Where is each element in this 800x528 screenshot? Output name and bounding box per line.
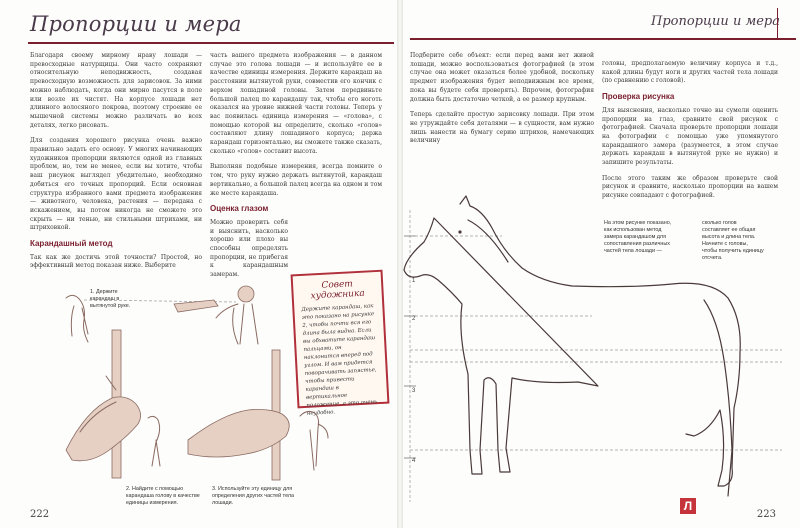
paragraph: Подберите себе объект: если перед вами нет живой лошади, можно воспользоваться фотографией (в этом случае она может оказаться более удобной, поскольку предмет изображения будет неподвижным все время, пока вы будете себя проверять). Впрочем, фотография должна быть достаточно четкой, а ее размер крупным.: [410, 52, 594, 103]
person-body: [216, 304, 258, 344]
publisher-logo: Л: [680, 498, 696, 514]
subhead-check-drawing: Проверка рисунка: [602, 92, 675, 102]
left-column-1: [30, 52, 202, 278]
running-title: Пропорции и мера: [650, 14, 780, 29]
horse-outline: [404, 196, 740, 486]
title-rule: [410, 38, 796, 40]
paragraph: Для выяснения, насколько точно вы сумели оценить пропорции на глаз, сравните свой рисунок с фотографией. Сначала проверьте пропорции лошади на фотографии с помощью уже упомянутого карандашного замера (разумеется, в этом случае держать карандаш в вытянутой руке не нужно) и запишите результаты.: [602, 106, 778, 167]
right-page: [402, 0, 800, 528]
right-column-2: [602, 60, 778, 208]
page-number: 223: [756, 509, 776, 520]
left-column-2: [210, 52, 382, 287]
subhead-pencil-method: Карандашный метод: [30, 239, 113, 249]
page-title: Пропорции и мера: [30, 12, 242, 36]
paragraph: часть вашего предмета изображения — в данном случае это голова лошади — и используйте ее в качестве единицы измерения. Держите карандаш на расстоянии вытянутой руки, совместив его кончик с верхом лошадиной головы. Затем передвиньте большой палец по карандашу так, чтобы его ноготь оказался на уровне нижней части головы. Теперь у вас появилась единица измерения — «голова», с помощью которой вы определите, сколько «голов» составляют длину лошадиного корпуса; держа карандаш горизонтально, вы сможете также сказать, сколько «голов» составит высота.: [210, 52, 382, 155]
subhead-eye-estimate: Оценка глазом: [210, 204, 269, 214]
hand: [66, 397, 141, 461]
left-page: [0, 0, 398, 528]
page-number: 222: [30, 509, 50, 520]
caption-horse-right: сколько голов составляет ее общая высота и длина тела. Начните с головы, чтобы получить единицу отсчета.: [702, 220, 764, 261]
horse-eye: [458, 230, 461, 233]
horse-sketch-tiny: [148, 416, 160, 466]
right-column-1: [410, 52, 594, 153]
paragraph: После этого таким же образом проверьте свой рисунок и сравните, насколько пропорции на вашем рисунке совпадают с фотографией.: [602, 174, 778, 200]
horse-mane: [468, 220, 508, 262]
paragraph: Теперь сделайте простую зарисовку лошади. При этом не утруждайте себя деталями — в сущности, вам нужно лишь нанести на бумагу серию штрихов, намечающих величину: [410, 111, 594, 145]
tip-title: Совет художника: [310, 279, 365, 302]
illustration-measure-horse: [188, 350, 338, 480]
row-number: 2: [412, 316, 416, 322]
illustration-hand-pencil: [56, 330, 176, 480]
paragraph: Можно проверить себя и выяснить, насколько хорошо или плохо вы способны определять пропорции, не прибегая к карандашным замерам.: [210, 218, 288, 279]
horse-proportion-diagram: [402, 190, 792, 510]
row-number: 4: [412, 458, 416, 464]
pencil-arm: [174, 300, 218, 312]
horse-tail: [704, 300, 732, 496]
tip-text: Держите карандаш, как это показано на рисунке 2, чтобы почти вся его длина была видна. Если вы обхватите карандаш пальцами, он наклонится вперед под углом. И вам придется поворачивать запястье, чтобы привести карандаш в вертикальное положение, а это очень неудобно.: [301, 303, 378, 417]
paragraph: головы, предполагаемую величину корпуса и т.д., какой длины будут ноги и других частей тела лошади (по сравнению с головой).: [602, 60, 778, 85]
corner-mark: [777, 8, 792, 38]
person-head: [238, 286, 254, 302]
caption-3: 3. Используйте эту единицу для определения других частей тела лошади.: [212, 486, 295, 506]
paragraph: Выполняя подобные измерения, всегда помните о том, что руку нужно держать вытянутой, карандаш вертикально, а большой палец всегда на одном и том же месте карандаша.: [210, 163, 382, 197]
row-number: 1: [412, 278, 416, 284]
paragraph: Для создания хорошего рисунка очень важно правильно задать его основу. У многих начинающих художников пропорции являются одной из главных проблем, но, тем не менее, если вы хотите, чтобы ваш рисунок выглядел убедительно, необходимо добиться его точных пропорций. Если основная структура избранного вами предмета изображения — животного, человека, растения — передана с искажением, вы потом никогда не сможете это скрыть — ни тенью, ни стильными штрихами, ни штриховкой.: [30, 137, 202, 232]
paragraph: Так как же достичь этой точности? Простой, но эффективный метод показан ниже. Выберите: [30, 253, 202, 270]
caption-1: 1. Держите карандаш в вытянутой руке.: [90, 289, 131, 309]
caption-horse-left: На этом рисунке показано, как использован метод замера карандашом для сопоставления различных частей тела лошади —: [604, 220, 672, 254]
caption-2: 2. Найдите с помощью карандаша голову в качестве единицы измерения.: [126, 486, 200, 506]
paragraph: Благодаря своему мирному нраву лошади — превосходные натурщицы. Они часто сохраняют относительную неподвижность, создавая превосходную возможность для зарисовок. За ними можно наблюдать, когда они мирно пасутся в поле или возле их чистят. На корпусе лошади нет длинного волосяного покрова, поэтому строение ее мышечной системы можно различать во всех деталях, легко рисовать.: [30, 52, 202, 129]
row-number: 3: [412, 388, 416, 394]
title-rule: [28, 42, 394, 44]
horse-sketch: [300, 411, 328, 470]
